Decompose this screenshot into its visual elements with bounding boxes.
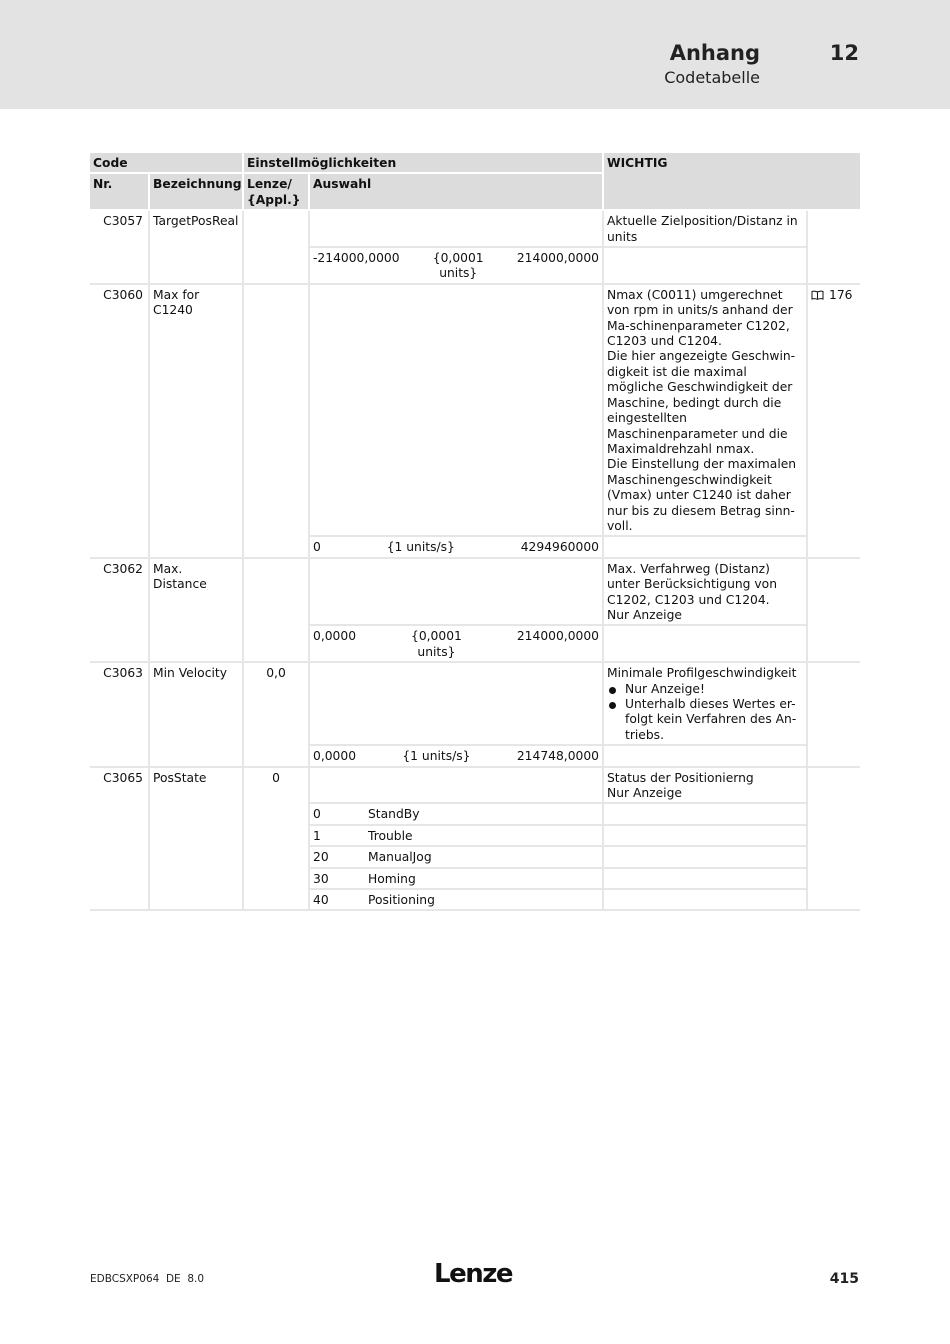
info-text: Minimale Profilgeschwindigkeit — [607, 666, 797, 681]
option-value: 20 — [313, 850, 329, 865]
page-number: 415 — [829, 1271, 859, 1287]
header-code: Code — [90, 153, 244, 174]
page-subtitle: Codetabelle — [664, 68, 760, 87]
selection-range — [310, 248, 604, 285]
code-nr: C3063 — [90, 663, 150, 767]
table-row — [90, 663, 860, 746]
info-bullets — [607, 682, 803, 744]
code-name: Max for C1240 — [150, 285, 244, 559]
bullet-item: Unterhalb dieses Wertes er-folgt kein Verfahren des An-triebs. — [607, 697, 803, 743]
code-nr: C3060 — [90, 285, 150, 559]
code-ref — [808, 663, 860, 767]
selection-min: 0,0000 — [313, 629, 357, 644]
selection-empty — [310, 768, 604, 805]
option-value: 1 — [313, 828, 321, 843]
info-empty — [604, 890, 808, 911]
header-nr: Nr. — [90, 174, 150, 211]
option-text: Positioning — [368, 893, 435, 908]
header-selection: Auswahl — [310, 174, 604, 211]
selection-unit: {0,0001 units} — [411, 629, 462, 659]
code-name: Min Velocity — [150, 663, 244, 767]
code-lenze — [244, 211, 310, 285]
page-reference: 176 — [829, 287, 853, 302]
code-ref — [808, 559, 860, 663]
selection-option — [310, 847, 604, 868]
header-settings: Einstellmöglichkeiten — [244, 153, 604, 174]
option-value: 40 — [313, 893, 329, 908]
code-nr: C3057 — [90, 211, 150, 285]
table-row — [90, 211, 860, 248]
selection-empty — [310, 559, 604, 627]
code-ref — [808, 285, 860, 559]
table-row — [90, 559, 860, 627]
code-info: Max. Verfahrweg (Distanz) unter Berücksichtigung von C1202, C1203 und C1204. Nur Anzeige — [604, 559, 808, 627]
code-lenze: 0 — [244, 768, 310, 912]
selection-empty — [310, 285, 604, 538]
code-name: Max. Distance — [150, 559, 244, 663]
selection-max: 214000,0000 — [516, 251, 599, 266]
selection-range — [310, 746, 604, 767]
info-empty — [604, 626, 808, 663]
option-text: Trouble — [368, 828, 413, 843]
book-icon — [811, 290, 824, 300]
option-text: ManualJog — [368, 850, 432, 865]
selection-option — [310, 890, 604, 911]
info-empty — [604, 746, 808, 767]
selection-option — [310, 826, 604, 847]
code-ref — [808, 211, 860, 285]
code-info: Nmax (C0011) umgerechnet von rpm in units/s anhand der Ma-schinenparameter C1202, C1203 und C1204. Die hier angezeigte Geschwin-digkeit ist die maximal mögliche Geschwindigkeit der Maschine, bedingt durch die eingestellten Maschinenparameter und die Maximaldrehzahl nmax. Die Einstellung der maximalen Maschinengeschwindigkeit (Vmax) unter C1240 ist daher nur bis zu diesem Betrag sinn-voll. — [604, 285, 808, 538]
header-band — [0, 0, 950, 109]
selection-empty — [310, 211, 604, 248]
selection-max: 4294960000 — [520, 540, 599, 555]
selection-max: 214748,0000 — [516, 749, 599, 764]
info-empty — [604, 537, 808, 558]
selection-unit: {1 units/s} — [386, 540, 455, 555]
selection-unit: {0,0001 units} — [432, 251, 484, 281]
code-info — [604, 663, 808, 746]
selection-unit: {1 units/s} — [402, 749, 471, 764]
table-row — [90, 768, 860, 805]
header-name: Bezeichnung — [150, 174, 244, 211]
document-id: EDBCSXP064 DE 8.0 — [90, 1273, 205, 1285]
code-lenze — [244, 559, 310, 663]
code-name: TargetPosReal — [150, 211, 244, 285]
info-empty — [604, 826, 808, 847]
code-lenze: 0,0 — [244, 663, 310, 767]
selection-option — [310, 804, 604, 825]
header-lenze: Lenze/ {Appl.} — [244, 174, 310, 211]
page-title: Anhang — [669, 41, 760, 65]
option-value: 30 — [313, 871, 329, 886]
code-table — [90, 153, 860, 911]
header-important: WICHTIG — [604, 153, 860, 211]
code-info: Aktuelle Zielposition/Distanz in units — [604, 211, 808, 248]
code-name: PosState — [150, 768, 244, 912]
code-lenze — [244, 285, 310, 559]
info-empty — [604, 869, 808, 890]
selection-option — [310, 869, 604, 890]
selection-min: 0,0000 — [313, 749, 357, 764]
selection-min: 0 — [313, 540, 321, 555]
option-text: Homing — [368, 871, 416, 886]
code-nr: C3062 — [90, 559, 150, 663]
option-value: 0 — [313, 807, 321, 822]
code-info: Status der Positionierng Nur Anzeige — [604, 768, 808, 805]
code-nr: C3065 — [90, 768, 150, 912]
info-empty — [604, 248, 808, 285]
info-empty — [604, 847, 808, 868]
option-text: StandBy — [368, 807, 420, 822]
selection-range — [310, 537, 604, 558]
selection-max: 214000,0000 — [516, 629, 599, 644]
selection-min: -214000,0000 — [313, 251, 400, 266]
selection-range — [310, 626, 604, 663]
chapter-number: 12 — [829, 41, 859, 65]
info-empty — [604, 804, 808, 825]
lenze-logo: Lenze — [434, 1259, 512, 1289]
table-row — [90, 285, 860, 538]
selection-empty — [310, 663, 604, 746]
code-ref — [808, 768, 860, 912]
bullet-item: Nur Anzeige! — [607, 682, 803, 697]
